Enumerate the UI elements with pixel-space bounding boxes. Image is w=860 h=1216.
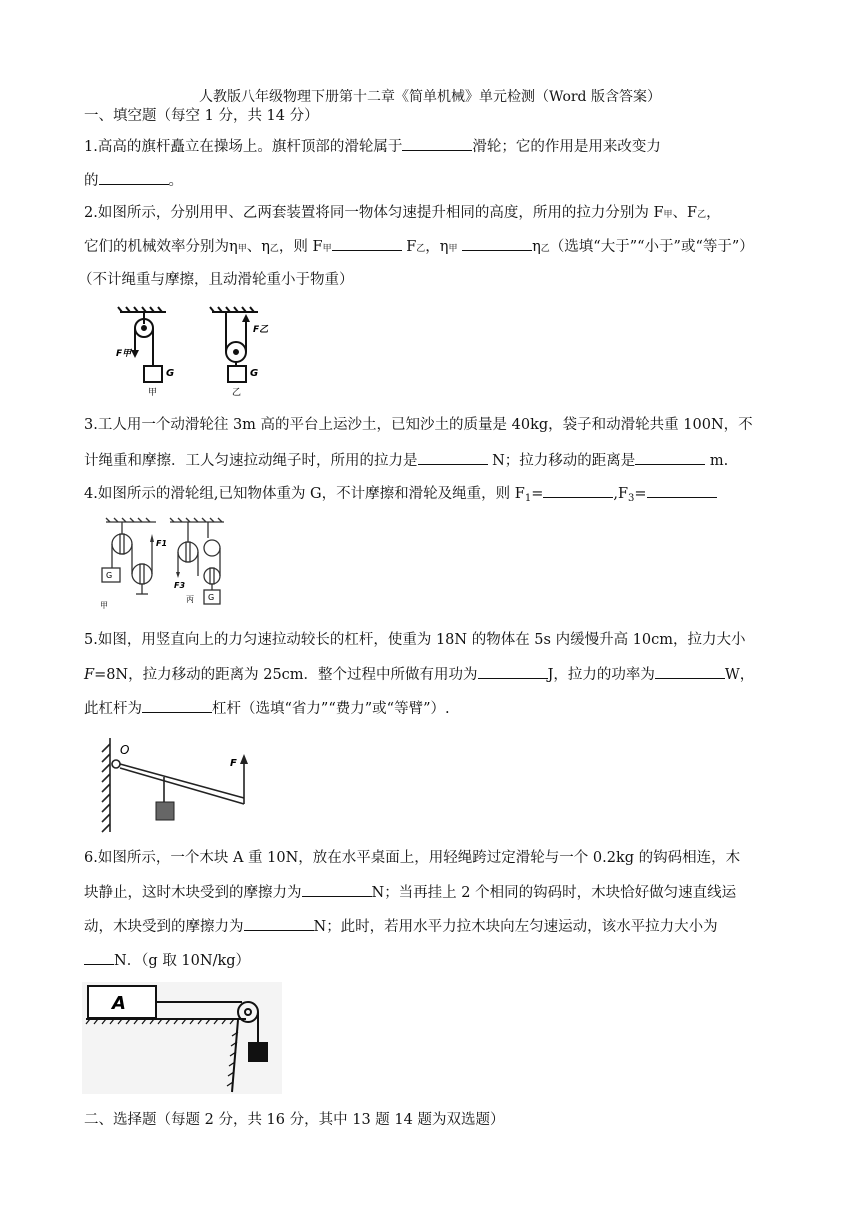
question-5-line-2: F=8N，拉力移动的距离为 25cm．整个过程中所做有用功为 J，拉力的功率为 W， [84, 664, 754, 685]
question-6-line-3: 动，木块受到的摩擦力为 N；此时，若用水平力拉木块向左匀速运动，该水平拉力大小为 [84, 916, 718, 937]
answer-blank[interactable] [543, 483, 613, 498]
question-6-line-4: N．（g 取 10N/kg） [84, 950, 250, 971]
fig-label-f3: F3 [174, 581, 186, 590]
question-6-line-2: 块静止，这时木块受到的摩擦力为 N；当再挂上 2 个相同的钩码时，木块恰好做匀速直线运 [84, 882, 736, 903]
question-4-line-1: 4.如图所示的滑轮组,已知物体重为 G，不计摩擦和滑轮及绳重，则 $F_1= ,F_3=$ [84, 483, 717, 509]
answer-blank[interactable] [244, 916, 314, 931]
document-title: 人教版八年级物理下册第十二章《简单机械》单元检测（Word 版含答案） [199, 89, 661, 105]
fig-label-f: F [230, 758, 237, 769]
answer-blank[interactable] [478, 664, 548, 679]
question-6-line-1: 6.如图所示，一个木块 A 重 10N，放在水平桌面上，用轻绳跨过定滑轮与一个 0.2kg 的钩码相连，木 [84, 850, 741, 866]
question-2-line-1: 2.如图所示，分别用甲、乙两套装置将同一物体匀速提升相同的高度，所用的拉力分别为 F甲、F乙， [84, 205, 721, 221]
answer-blank[interactable] [84, 950, 114, 965]
question-3-line-1: 3.工人用一个动滑轮往 3m 高的平台上运沙土，已知沙土的质量是 40kg，袋子和动滑轮共重 100N，不 [84, 417, 753, 433]
answer-blank[interactable] [402, 136, 472, 151]
question-2-line-2: 它们的机械效率分别为η甲、η乙，则 F甲 F乙，η甲 η乙（选填“大于”“小于”或“等于”） [84, 236, 754, 259]
fig-label-jia: 甲 [148, 388, 158, 398]
question-1-line-2: 的 。 [84, 170, 183, 191]
answer-blank[interactable] [647, 483, 717, 498]
question-1-line-1: 1.高高的旗杆矗立在操场上。旗杆顶部的滑轮属于 滑轮；它的作用是用来改变力 [84, 136, 661, 157]
answer-blank[interactable] [99, 170, 169, 185]
answer-blank[interactable] [635, 450, 705, 465]
section-1-heading: 一、填空题（每空 1 分，共 14 分） [84, 108, 319, 124]
fig-label-f-jia: F甲 [116, 349, 132, 359]
section-2-heading: 二、选择题（每题 2 分，共 16 分，其中 13 题 14 题为双选题） [84, 1112, 505, 1128]
fig-label-f1: F1 [156, 539, 168, 548]
answer-blank[interactable] [332, 236, 402, 251]
fig-label-g: G [208, 593, 215, 602]
question-5-line-3: 此杠杆为 杠杆（选填“省力”“费力”或“等臂”）. [84, 698, 450, 719]
fig-label-o: O [120, 743, 130, 757]
question-2-line-3: （不计绳重与摩擦，且动滑轮重小于物重） [78, 272, 354, 288]
table-pulley-figure-q6 [82, 982, 282, 1094]
fig-label-jia: 甲 [100, 601, 108, 610]
question-5-line-1: 5.如图，用竖直向上的力匀速拉动较长的杠杆，使重为 18N 的物体在 5s 内缓慢升高 10cm，拉力大小 [84, 632, 746, 648]
fig-label-bing: 丙 [186, 595, 194, 604]
pulley-block-figure-q4 [98, 516, 258, 612]
answer-blank[interactable] [418, 450, 488, 465]
answer-blank[interactable] [462, 236, 532, 251]
fig-label-g: G [166, 368, 175, 379]
fig-label-g: G [250, 368, 259, 379]
fig-label-yi: 乙 [232, 388, 242, 398]
answer-blank[interactable] [142, 698, 212, 713]
answer-blank[interactable] [302, 882, 372, 897]
fig-label-g: G [106, 571, 113, 580]
lever-figure-q5 [98, 734, 258, 834]
pulley-figure-q2 [108, 304, 288, 400]
fig-label-f-yi: F乙 [253, 325, 269, 335]
question-3-line-2: 计绳重和摩擦．工人匀速拉动绳子时，所用的拉力是 N；拉力移动的距离是 m. [84, 450, 728, 471]
answer-blank[interactable] [655, 664, 725, 679]
fig-label-a: A [112, 993, 126, 1014]
